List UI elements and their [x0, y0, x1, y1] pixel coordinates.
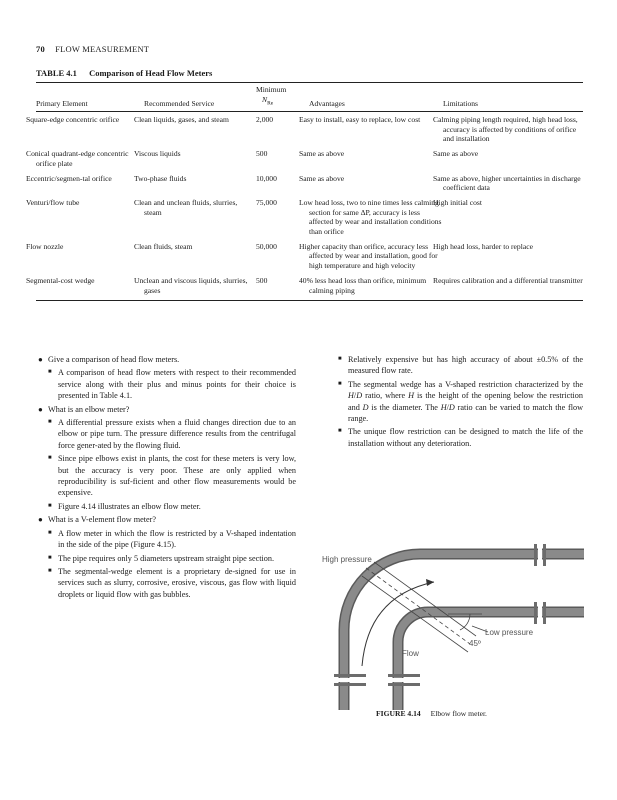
cell-primary-element: Square-edge concentric orifice	[26, 115, 120, 124]
cell-minimum-nre: 50,000	[256, 241, 277, 251]
left-column	[36, 352, 296, 600]
table-row	[36, 147, 583, 171]
table-body	[26, 113, 583, 298]
table-header-row	[36, 85, 583, 113]
answer-text: The pipe requires only 5 diameters upstream straight pipe section.	[58, 553, 274, 563]
running-header	[36, 44, 149, 54]
cell-limitations: High head loss, harder to replace	[433, 241, 533, 251]
cell-limitations: High initial cost	[433, 197, 482, 207]
answer-item	[36, 528, 296, 551]
cell-advantages: Easy to install, easy to replace, low cost	[299, 115, 421, 124]
square-bullet-icon: ■	[48, 529, 52, 536]
low-pressure-label: Low pressure	[485, 628, 534, 637]
square-bullet-icon: ■	[48, 369, 52, 376]
answer-item	[326, 426, 583, 449]
square-bullet-icon: ■	[338, 428, 342, 435]
cell-recommended-service: Clean liquids, gases, and steam	[134, 115, 229, 124]
flange-left-a	[334, 674, 366, 677]
left-question-list	[36, 354, 296, 600]
top-flange-gap	[538, 547, 542, 562]
round-bullet-icon: ●	[38, 355, 43, 364]
square-bullet-icon: ■	[48, 455, 52, 462]
header-n-sub: Re	[267, 100, 274, 107]
cell-limitations: Requires calibration and a differential transmitter	[433, 275, 583, 285]
figure-caption	[376, 709, 487, 718]
cell-advantages: Low head loss, two to nine times less calming section for same ΔP, accuracy is less affected by wear and installation conditions than orifice	[299, 197, 442, 237]
cell-minimum-nre: 75,000	[256, 197, 277, 207]
flow-arrow-head	[426, 579, 434, 586]
inner-pipe-wall	[398, 612, 584, 710]
table-row	[36, 274, 583, 298]
head-flow-meters-table	[26, 85, 583, 298]
answer-text: Since pipe elbows exist in plants, the cost for these meters is very low, but the accuracy is very poor. These are only applied when reproducibility is suf-ficient and other flow measurements would be expensive.	[58, 454, 296, 498]
table-caption	[36, 68, 212, 78]
cell-recommended-service: Clean and unclean fluids, slurries, steam	[134, 197, 238, 217]
cell-minimum-nre: 500	[256, 275, 268, 285]
cell-advantages: Same as above	[299, 173, 345, 183]
answer-text: The unique flow restriction can be designed to match the life of the installation without any deterioration.	[348, 427, 583, 448]
flange-inner-a	[388, 674, 420, 677]
question-text: What is an elbow meter?	[48, 404, 130, 414]
answer-item	[36, 453, 296, 499]
answer-item	[36, 367, 296, 401]
table-row	[36, 240, 583, 274]
answer-text: Relatively expensive but has high accuracy of about ±0.5% of the measured flow rate.	[348, 355, 583, 376]
flange-inner-b	[388, 683, 420, 686]
answer-text: The segmental wedge has a V-shaped restriction characterized by the H/D ratio, where H is the height of the opening below the restriction and D is the diameter. The H/D ratio can be varied to match the flow range.	[348, 379, 584, 424]
outer-pipe-wall	[344, 554, 584, 710]
cell-limitations: Same as above, higher uncertainties in discharge coefficient data	[433, 173, 581, 193]
answer-item	[326, 354, 583, 377]
figure-caption-text: Elbow flow meter.	[430, 709, 487, 718]
page-number: 70	[36, 44, 45, 54]
header-limitations: Limitations	[443, 99, 479, 109]
table-bottom-rule	[36, 300, 583, 301]
right-column	[326, 352, 583, 449]
cell-primary-element: Venturi/flow tube	[26, 197, 80, 207]
cell-primary-element: Conical quadrant-edge concentric orifice plate	[26, 149, 129, 168]
cell-recommended-service: Unclean and viscous liquids, slurries, gases	[134, 275, 248, 295]
cell-minimum-nre: 500	[256, 149, 268, 159]
header-advantages: Advantages	[309, 99, 345, 109]
cell-advantages: Same as above	[299, 149, 345, 159]
answer-item	[36, 553, 296, 564]
right-bullet-list	[326, 354, 583, 449]
round-bullet-icon: ●	[38, 515, 43, 525]
flange-top-a	[534, 544, 537, 566]
cell-primary-element: Eccentric/segmen-tal orifice	[26, 173, 112, 183]
figure-number: FIGURE 4.14	[376, 709, 421, 718]
square-bullet-icon: ■	[48, 567, 52, 574]
inner-pipe-wall-edge	[398, 612, 584, 710]
answer-text: The segmental-wedge element is a proprietary de-signed for use in services such as slurry, corrosive, erosive, viscous, gas flow with liquid droplets or liquid flow with gas bubbles.	[58, 566, 296, 599]
table-top-rule	[36, 82, 583, 83]
question-item	[36, 514, 296, 525]
cell-recommended-service: Two-phase fluids	[134, 173, 187, 183]
left-flange-gap	[337, 678, 362, 682]
header-minimum-nre	[256, 85, 309, 113]
angle-label: 45º	[469, 639, 481, 648]
flange-top-b	[543, 544, 546, 566]
square-bullet-icon: ■	[48, 554, 52, 561]
answer-text: Figure 4.14 illustrates an elbow flow meter.	[58, 501, 201, 511]
header-n: N	[262, 94, 268, 104]
flow-label: Flow	[402, 649, 419, 658]
answer-item	[36, 566, 296, 600]
flange-top-inner-b	[543, 602, 546, 624]
square-bullet-icon: ■	[338, 380, 342, 387]
high-pressure-label: High pressure	[322, 555, 372, 564]
header-minimum: Minimum	[256, 85, 287, 95]
answer-item	[36, 501, 296, 512]
top-inner-flange-gap	[538, 605, 542, 620]
question-item	[36, 354, 296, 365]
table-row	[36, 172, 583, 196]
cell-primary-element: Segmental-cost wedge	[26, 275, 95, 285]
header-primary-element: Primary Element	[36, 99, 88, 109]
left-inner-flange-gap	[391, 678, 416, 682]
cell-recommended-service: Clean fluids, steam	[134, 241, 193, 251]
cell-limitations: Same as above	[433, 149, 479, 159]
outer-pipe-wall-edge	[344, 554, 584, 710]
running-title: FLOW MEASUREMENT	[55, 44, 150, 54]
question-item	[36, 404, 296, 415]
cell-advantages: Higher capacity than orifice, accuracy less affected by wear and installation, good for high temperature and high velocity	[299, 241, 438, 271]
header-recommended-service: Recommended Service	[144, 99, 215, 109]
cell-minimum-nre: 2,000	[256, 115, 274, 124]
flange-left-b	[334, 683, 366, 686]
table-title: Comparison of Head Flow Meters	[89, 68, 213, 78]
tap-line-a	[374, 562, 476, 636]
answer-text: A differential pressure exists when a fluid changes direction due to an elbow or pipe turn. The pressure difference results from the centrifugal force gener-ated by the flowing fluid.	[58, 418, 296, 450]
square-bullet-icon: ■	[48, 419, 52, 426]
cell-minimum-nre: 10,000	[256, 173, 277, 183]
round-bullet-icon: ●	[38, 404, 43, 414]
answer-text: A comparison of head flow meters with respect to their recommended service along with their plus and minus points for their choice is presented in Table 4.1.	[58, 368, 296, 401]
square-bullet-icon: ■	[48, 502, 52, 509]
table-row	[36, 196, 583, 240]
flange-top-inner-a	[534, 602, 537, 624]
cell-recommended-service: Viscous liquids	[134, 149, 181, 159]
elbow-flow-meter-figure	[322, 538, 584, 710]
square-bullet-icon: ■	[338, 356, 342, 362]
answer-item	[326, 379, 583, 425]
cell-limitations: Calming piping length required, high head loss, accuracy is affected by conditions of orifice and installation	[433, 115, 578, 144]
table-number: TABLE 4.1	[36, 68, 77, 78]
question-text: Give a comparison of head flow meters.	[48, 355, 180, 364]
cell-primary-element: Flow nozzle	[26, 241, 64, 251]
tap-centerline	[366, 568, 470, 644]
question-text: What is a V-element flow meter?	[48, 515, 156, 525]
table-row	[36, 113, 583, 147]
cell-advantages: 40% less head loss than orifice, minimum calming piping	[299, 275, 427, 295]
answer-text: A flow meter in which the flow is restricted by a V-shaped indentation in the side of the pipe (Figure 4.15).	[58, 528, 296, 550]
answer-item	[36, 417, 296, 451]
